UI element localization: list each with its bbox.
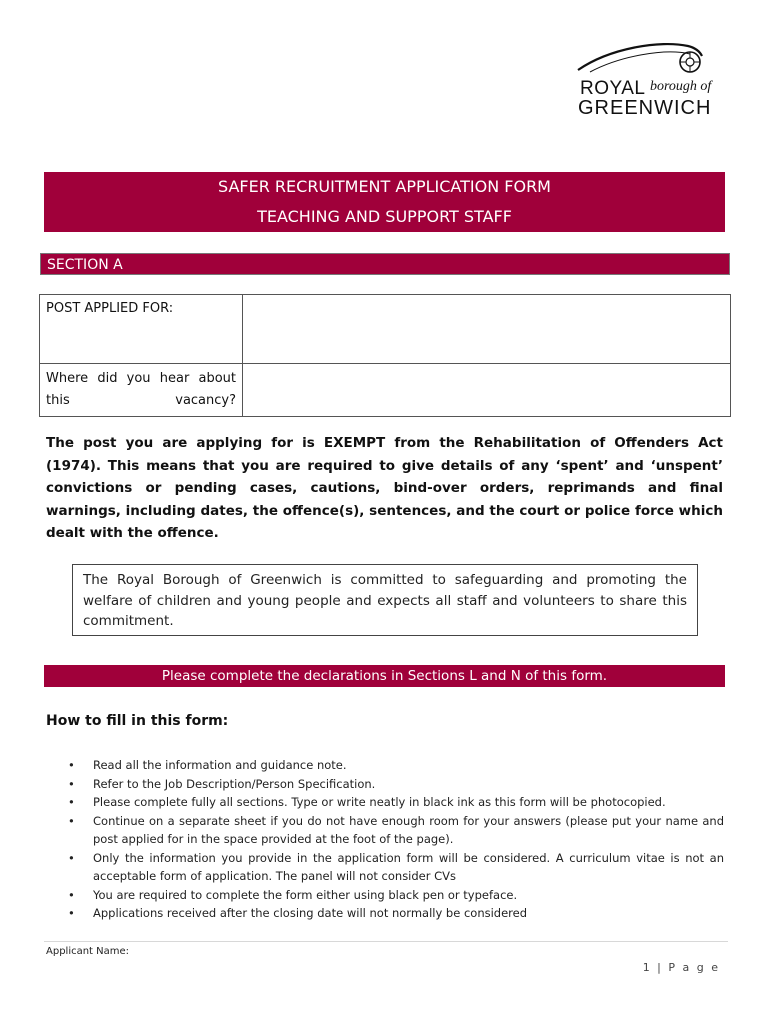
post-table [39, 294, 731, 417]
vacancy-source-field[interactable] [243, 364, 731, 417]
list-item: • Read all the information and guidance note. [52, 756, 724, 775]
page-number: 1 | P a g e [642, 961, 720, 974]
bullet-icon: • [68, 906, 75, 920]
post-applied-field[interactable] [243, 295, 731, 364]
greenwich-logo [570, 38, 735, 118]
list-item: • Refer to the Job Description/Person Specification. [52, 775, 724, 794]
declaration-banner: Please complete the declarations in Sections L and N of this form. [44, 665, 725, 687]
section-a-header: SECTION A [40, 253, 730, 275]
form-title-banner [44, 172, 725, 232]
logo-royal-text: ROYAL [580, 78, 646, 99]
logo-greenwich-text: GREENWICH [578, 97, 712, 119]
bullet-icon: • [68, 813, 75, 828]
post-applied-label: POST APPLIED FOR: [40, 295, 243, 364]
list-item: • You are required to complete the form either using black pen or typeface. [52, 886, 724, 905]
bullet-icon: • [68, 776, 75, 791]
howto-heading: How to fill in this form: [46, 713, 229, 729]
form-subtitle: TEACHING AND SUPPORT STAFF [257, 207, 512, 226]
logo-borough-text: borough of [650, 79, 712, 94]
applicant-name-label: Applicant Name: [46, 946, 130, 957]
vacancy-source-label: Where did you hear about this vacancy? [40, 364, 243, 417]
bullet-icon: • [68, 795, 75, 809]
list-item: • Continue on a separate sheet if you do not have enough room for your answers (please put your name and post applied for in the space provided at the foot of the page). [68, 813, 724, 846]
footer-divider [44, 941, 728, 942]
bullet-icon: • [68, 850, 75, 865]
bullet-icon: • [68, 758, 75, 772]
list-item: • Only the information you provide in the application form will be considered. A curriculum vitae is not an acceptable form of application. The panel will not consider CVs [68, 850, 724, 883]
list-item: • Please complete fully all sections. Type or write neatly in black ink as this form will be photocopied. [52, 793, 724, 812]
list-item: • Applications received after the closing date will not normally be considered [52, 904, 724, 923]
form-title: SAFER RECRUITMENT APPLICATION FORM [218, 177, 551, 196]
instructions-list [52, 756, 724, 923]
safeguarding-commitment: The Royal Borough of Greenwich is committed to safeguarding and promoting the welfare of children and young people and expects all staff and volunteers to share this commitment. [72, 564, 698, 636]
bullet-icon: • [68, 887, 75, 902]
exempt-notice: The post you are applying for is EXEMPT from the Rehabilitation of Offenders Act (1974). This means that you are required to give details of any ‘spent’ and ‘unspent’ convictions or pending cases, cautions, bind-over orders, reprimands and final warnings, including dates, the offence(s), sentences, and the court or police force which dealt with the offence. [46, 435, 723, 541]
logo-swoosh-icon [570, 38, 735, 83]
